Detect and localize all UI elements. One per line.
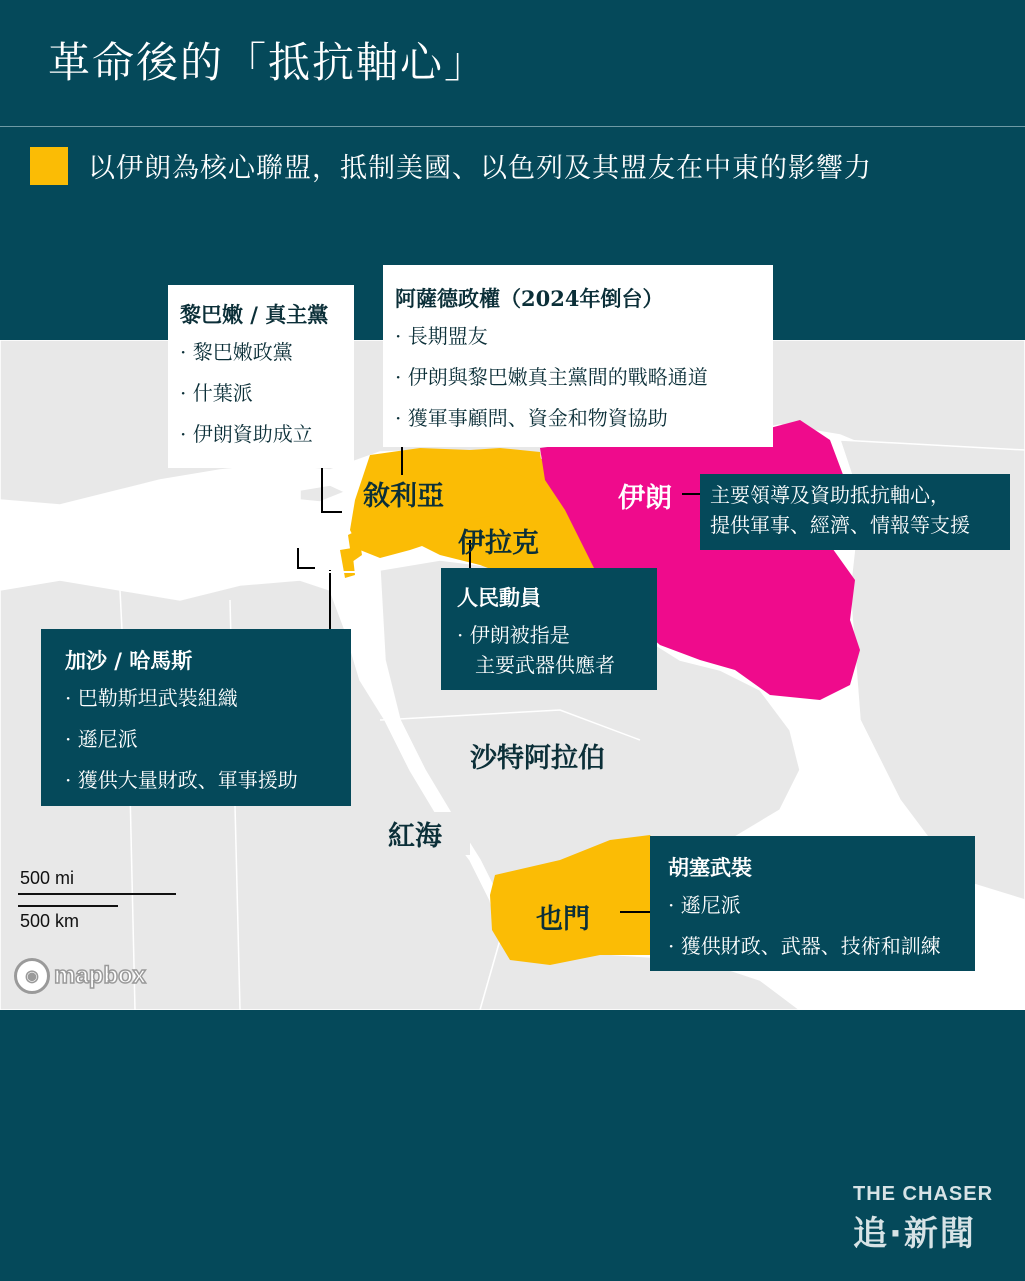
callout-heading: 加沙 / 哈馬斯 xyxy=(65,648,193,673)
callout-iraq-pmf xyxy=(441,568,657,690)
title-divider xyxy=(0,126,1025,127)
callout-assad-regime xyxy=(383,265,773,447)
callout-heading: 阿薩德政權（2024年倒台） xyxy=(395,286,664,311)
callout-iran xyxy=(700,474,1010,550)
callout-item: · 獲供大量財政、軍事援助 xyxy=(65,768,298,792)
callout-item: · 巴勒斯坦武裝組織 xyxy=(65,686,238,710)
callout-heading: 人民動員 xyxy=(457,585,541,610)
callout-item: 主要領導及資助抵抗軸心， xyxy=(710,483,950,507)
mapbox-icon: ◉ xyxy=(14,958,50,994)
legend-text: 以伊朗為核心聯盟，抵制美國、以色列及其盟友在中東的影響力 xyxy=(88,153,872,184)
callout-item: · 伊朗與黎巴嫩真主黨間的戰略通道 xyxy=(395,365,708,389)
callout-heading: 黎巴嫩 / 真主黨 xyxy=(180,302,329,327)
scale-km: 500 km xyxy=(20,911,80,931)
callout-item: · 長期盟友 xyxy=(395,324,488,348)
callout-item: 主要武器供應者 xyxy=(475,653,615,677)
brand-logo-latin: THE CHASER xyxy=(853,1183,994,1205)
label-red-sea: 紅海 xyxy=(360,812,470,855)
callout-item: · 伊朗資助成立 xyxy=(180,422,313,446)
callout-item: · 獲軍事顧問、資金和物資協助 xyxy=(395,406,668,430)
callout-gaza-hamas xyxy=(41,629,351,806)
label-yemen: 也門 xyxy=(536,904,590,935)
legend-swatch xyxy=(30,147,68,185)
callout-item: · 獲供財政、武器、技術和訓練 xyxy=(668,934,941,958)
callout-item: · 伊朗被指是 xyxy=(457,623,570,647)
label-iraq: 伊拉克 xyxy=(458,528,539,559)
callout-houthi xyxy=(650,836,975,971)
callout-item: · 黎巴嫩政黨 xyxy=(180,340,293,364)
callout-item: 提供軍事、經濟、情報等支援 xyxy=(710,513,970,537)
brand-logo-chinese: 追·新聞 xyxy=(853,1214,976,1254)
callout-heading: 胡塞武裝 xyxy=(668,855,752,880)
mapbox-logo[interactable] xyxy=(14,958,146,994)
label-syria: 敘利亞 xyxy=(363,481,444,512)
mapbox-wordmark: mapbox xyxy=(54,962,147,989)
page-title: 革命後的「抵抗軸心」 xyxy=(48,38,489,87)
callout-item: · 遜尼派 xyxy=(65,727,138,751)
callout-item: · 什葉派 xyxy=(180,381,253,405)
callout-lebanon-hezbollah xyxy=(168,285,354,468)
label-saudi-arabia: 沙特阿拉伯 xyxy=(470,743,605,774)
scale-miles: 500 mi xyxy=(20,868,75,888)
callout-item: · 遜尼派 xyxy=(668,893,741,917)
label-iran: 伊朗 xyxy=(618,483,672,514)
